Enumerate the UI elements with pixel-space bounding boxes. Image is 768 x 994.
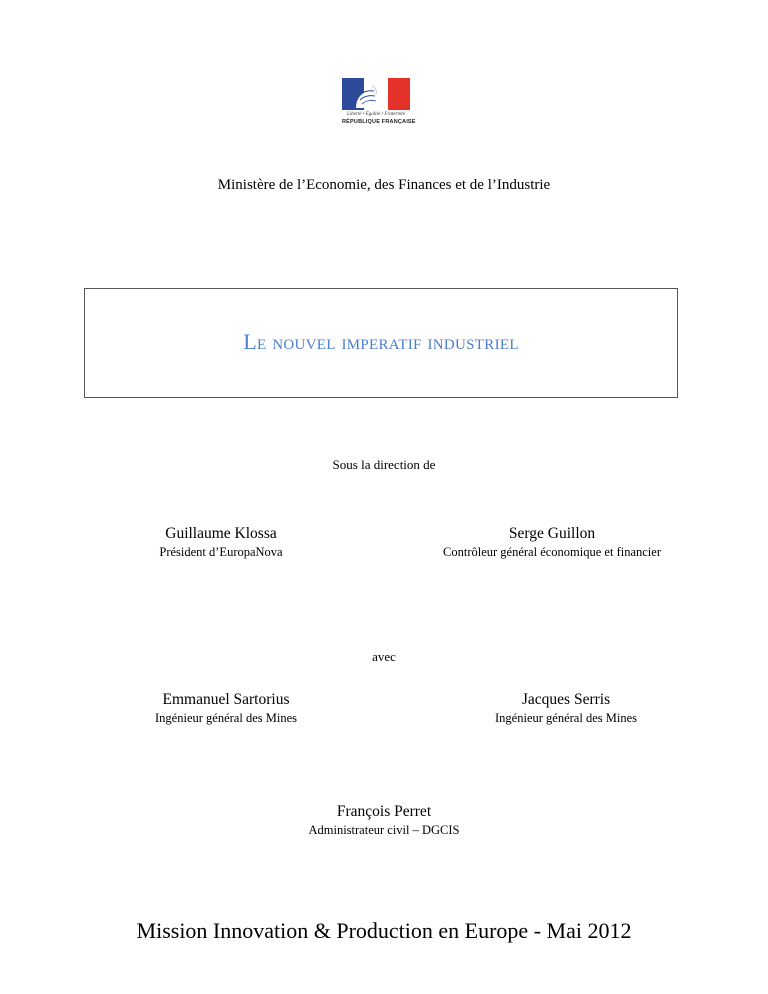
- logo-motto: Liberté • Égalité • Fraternité: [347, 112, 405, 117]
- marianne-logo: [342, 78, 416, 130]
- ministry-name: Ministère de l’Economie, des Finances et de l’Industrie: [217, 177, 551, 193]
- direction-label: Sous la direction de: [332, 457, 436, 472]
- title-box: [84, 288, 678, 398]
- with-label: avec: [372, 649, 396, 664]
- contributor-3-name: François Perret: [336, 803, 432, 820]
- director-2-name: Serge Guillon: [508, 525, 596, 542]
- contributor-1-name: Emmanuel Sartorius: [162, 691, 290, 708]
- director-1-name: Guillaume Klossa: [165, 525, 277, 542]
- contributor-1: [138, 690, 314, 726]
- director-1: [146, 524, 296, 560]
- director-1-role: Président d’EuropaNova: [159, 545, 283, 559]
- marianne-flag-icon: [342, 78, 410, 110]
- contributor-2: [478, 690, 654, 726]
- contributor-2-name: Jacques Serris: [521, 691, 611, 708]
- mission-footer: Mission Innovation & Production en Europe - Mai 2012: [136, 918, 632, 943]
- contributor-1-role: Ingénieur général des Mines: [155, 711, 297, 725]
- contributor-3-role: Administrateur civil – DGCIS: [308, 823, 460, 837]
- contributor-3: [284, 802, 484, 838]
- contributor-2-role: Ingénieur général des Mines: [495, 711, 637, 725]
- document-title: Le nouvel imperatif industriel: [243, 329, 519, 354]
- logo-republic-name: RÉPUBLIQUE FRANÇAISE: [342, 119, 416, 125]
- director-2-role: Contrôleur général économique et financier: [443, 545, 661, 559]
- director-2: [426, 524, 678, 560]
